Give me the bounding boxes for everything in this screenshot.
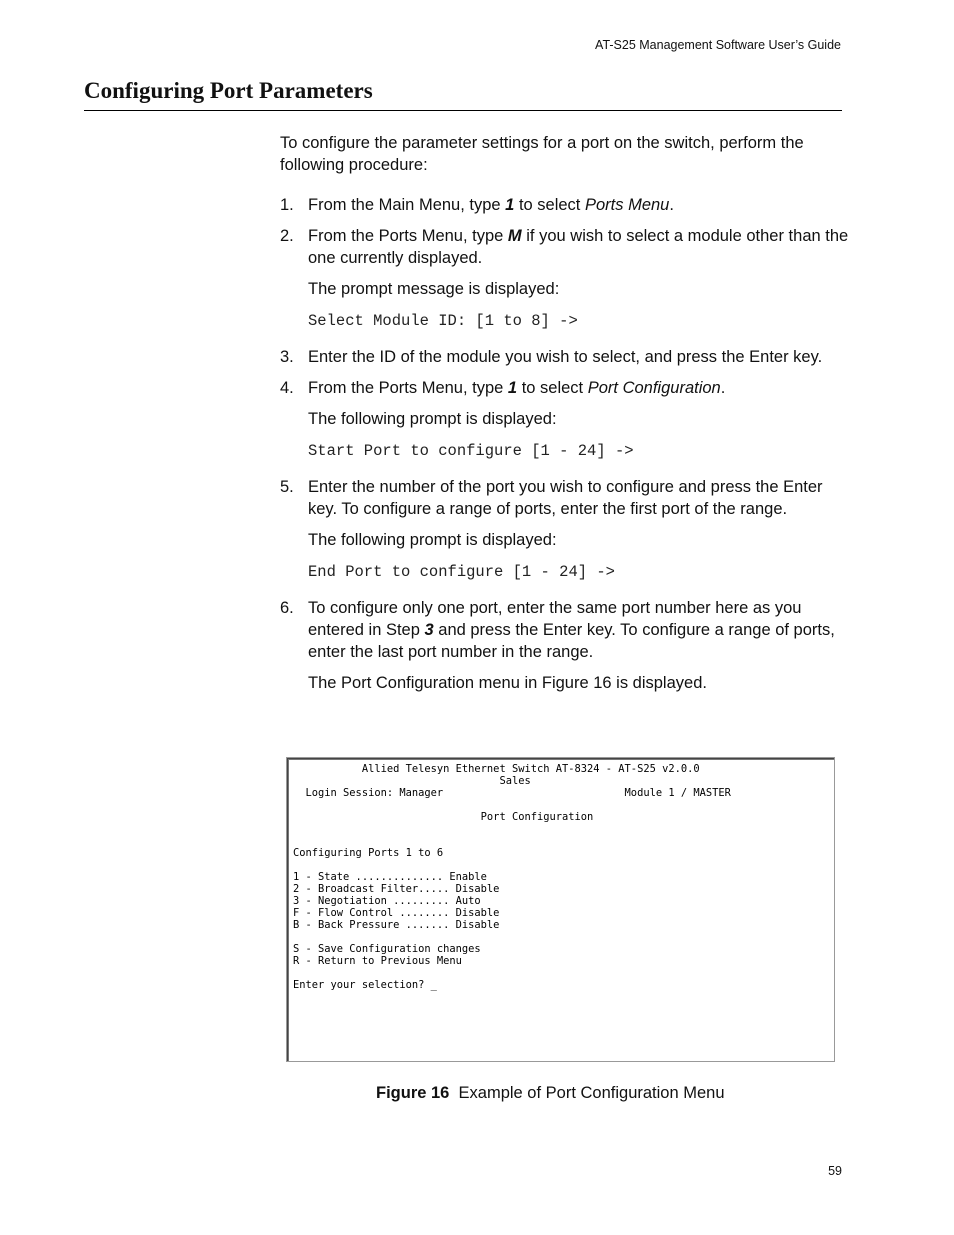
step-number: 5.: [280, 478, 294, 496]
step-text: From the Ports Menu, type 1 to select Port Configuration.: [308, 379, 726, 397]
step-5: [280, 476, 850, 520]
step-number: 2.: [280, 227, 294, 245]
step-note: The following prompt is displayed:: [308, 410, 557, 428]
step-note: The prompt message is displayed:: [308, 280, 560, 298]
terminal-screenshot: [286, 757, 835, 1062]
step-text: From the Main Menu, type 1 to select Ports Menu.: [308, 196, 674, 214]
procedure-body: [280, 132, 850, 703]
prompt-code: Start Port to configure [1 - 24] ->: [308, 442, 634, 460]
step-text: Enter the number of the port you wish to configure and press the Enter key. To configure a range of ports, enter the first port of the range.: [308, 478, 823, 518]
prompt-code: End Port to configure [1 - 24] ->: [308, 563, 615, 581]
step-4: [280, 377, 850, 399]
step-text: To configure only one port, enter the same port number here as you entered in Step 3 and press the Enter key. To configure a range of ports, enter the last port number in the range.: [308, 599, 835, 661]
section-title: Configuring Port Parameters: [84, 78, 373, 103]
running-header: AT-S25 Management Software User’s Guide: [595, 38, 841, 52]
prompt-code: Select Module ID: [1 to 8] ->: [308, 312, 578, 330]
step-2: [280, 225, 850, 269]
step-number: 3.: [280, 348, 294, 366]
menu-name: Port Configuration: [587, 379, 721, 397]
figure-caption-text: Example of Port Configuration Menu: [458, 1084, 725, 1102]
step-3: [280, 346, 850, 368]
keystroke: 1: [507, 379, 518, 397]
menu-name: Ports Menu: [584, 196, 670, 214]
terminal-text: Allied Telesyn Ethernet Switch AT-8324 - AT-S25 v2.0.0 Sales Login Session: Manager Module 1 / MASTER Port Configuration Configuring Ports 1 to 6 1 - State .............. Enable 2 - Broadcast Filter..... Disable 3 - Negotiation ......... Auto F - Flow Control ........ Disable B - Back Pressure ....... Disable S - Save Configuration changes R - Return to Previous Menu Enter your selection? _: [293, 763, 731, 991]
step-1: [280, 194, 850, 216]
keystroke: M: [507, 227, 522, 245]
step-text: Enter the ID of the module you wish to select, and press the Enter key.: [308, 348, 823, 366]
intro-paragraph: To configure the parameter settings for a port on the switch, perform the following procedure:: [280, 134, 804, 174]
step-number: 4.: [280, 379, 294, 397]
step-note: The following prompt is displayed:: [308, 531, 557, 549]
keystroke: 1: [505, 196, 515, 214]
page-number: 59: [828, 1164, 842, 1178]
step-note: The Port Configuration menu in Figure 16 is displayed.: [308, 674, 707, 692]
step-text: From the Ports Menu, type M if you wish to select a module other than the one currently displayed.: [308, 227, 849, 267]
keystroke: 3: [424, 621, 434, 639]
figure-label: Figure 16: [376, 1084, 450, 1102]
figure-caption: [376, 1084, 725, 1103]
title-divider: [84, 110, 842, 111]
step-number: 1.: [280, 196, 294, 214]
step-number: 6.: [280, 599, 294, 617]
step-6: [280, 597, 850, 663]
